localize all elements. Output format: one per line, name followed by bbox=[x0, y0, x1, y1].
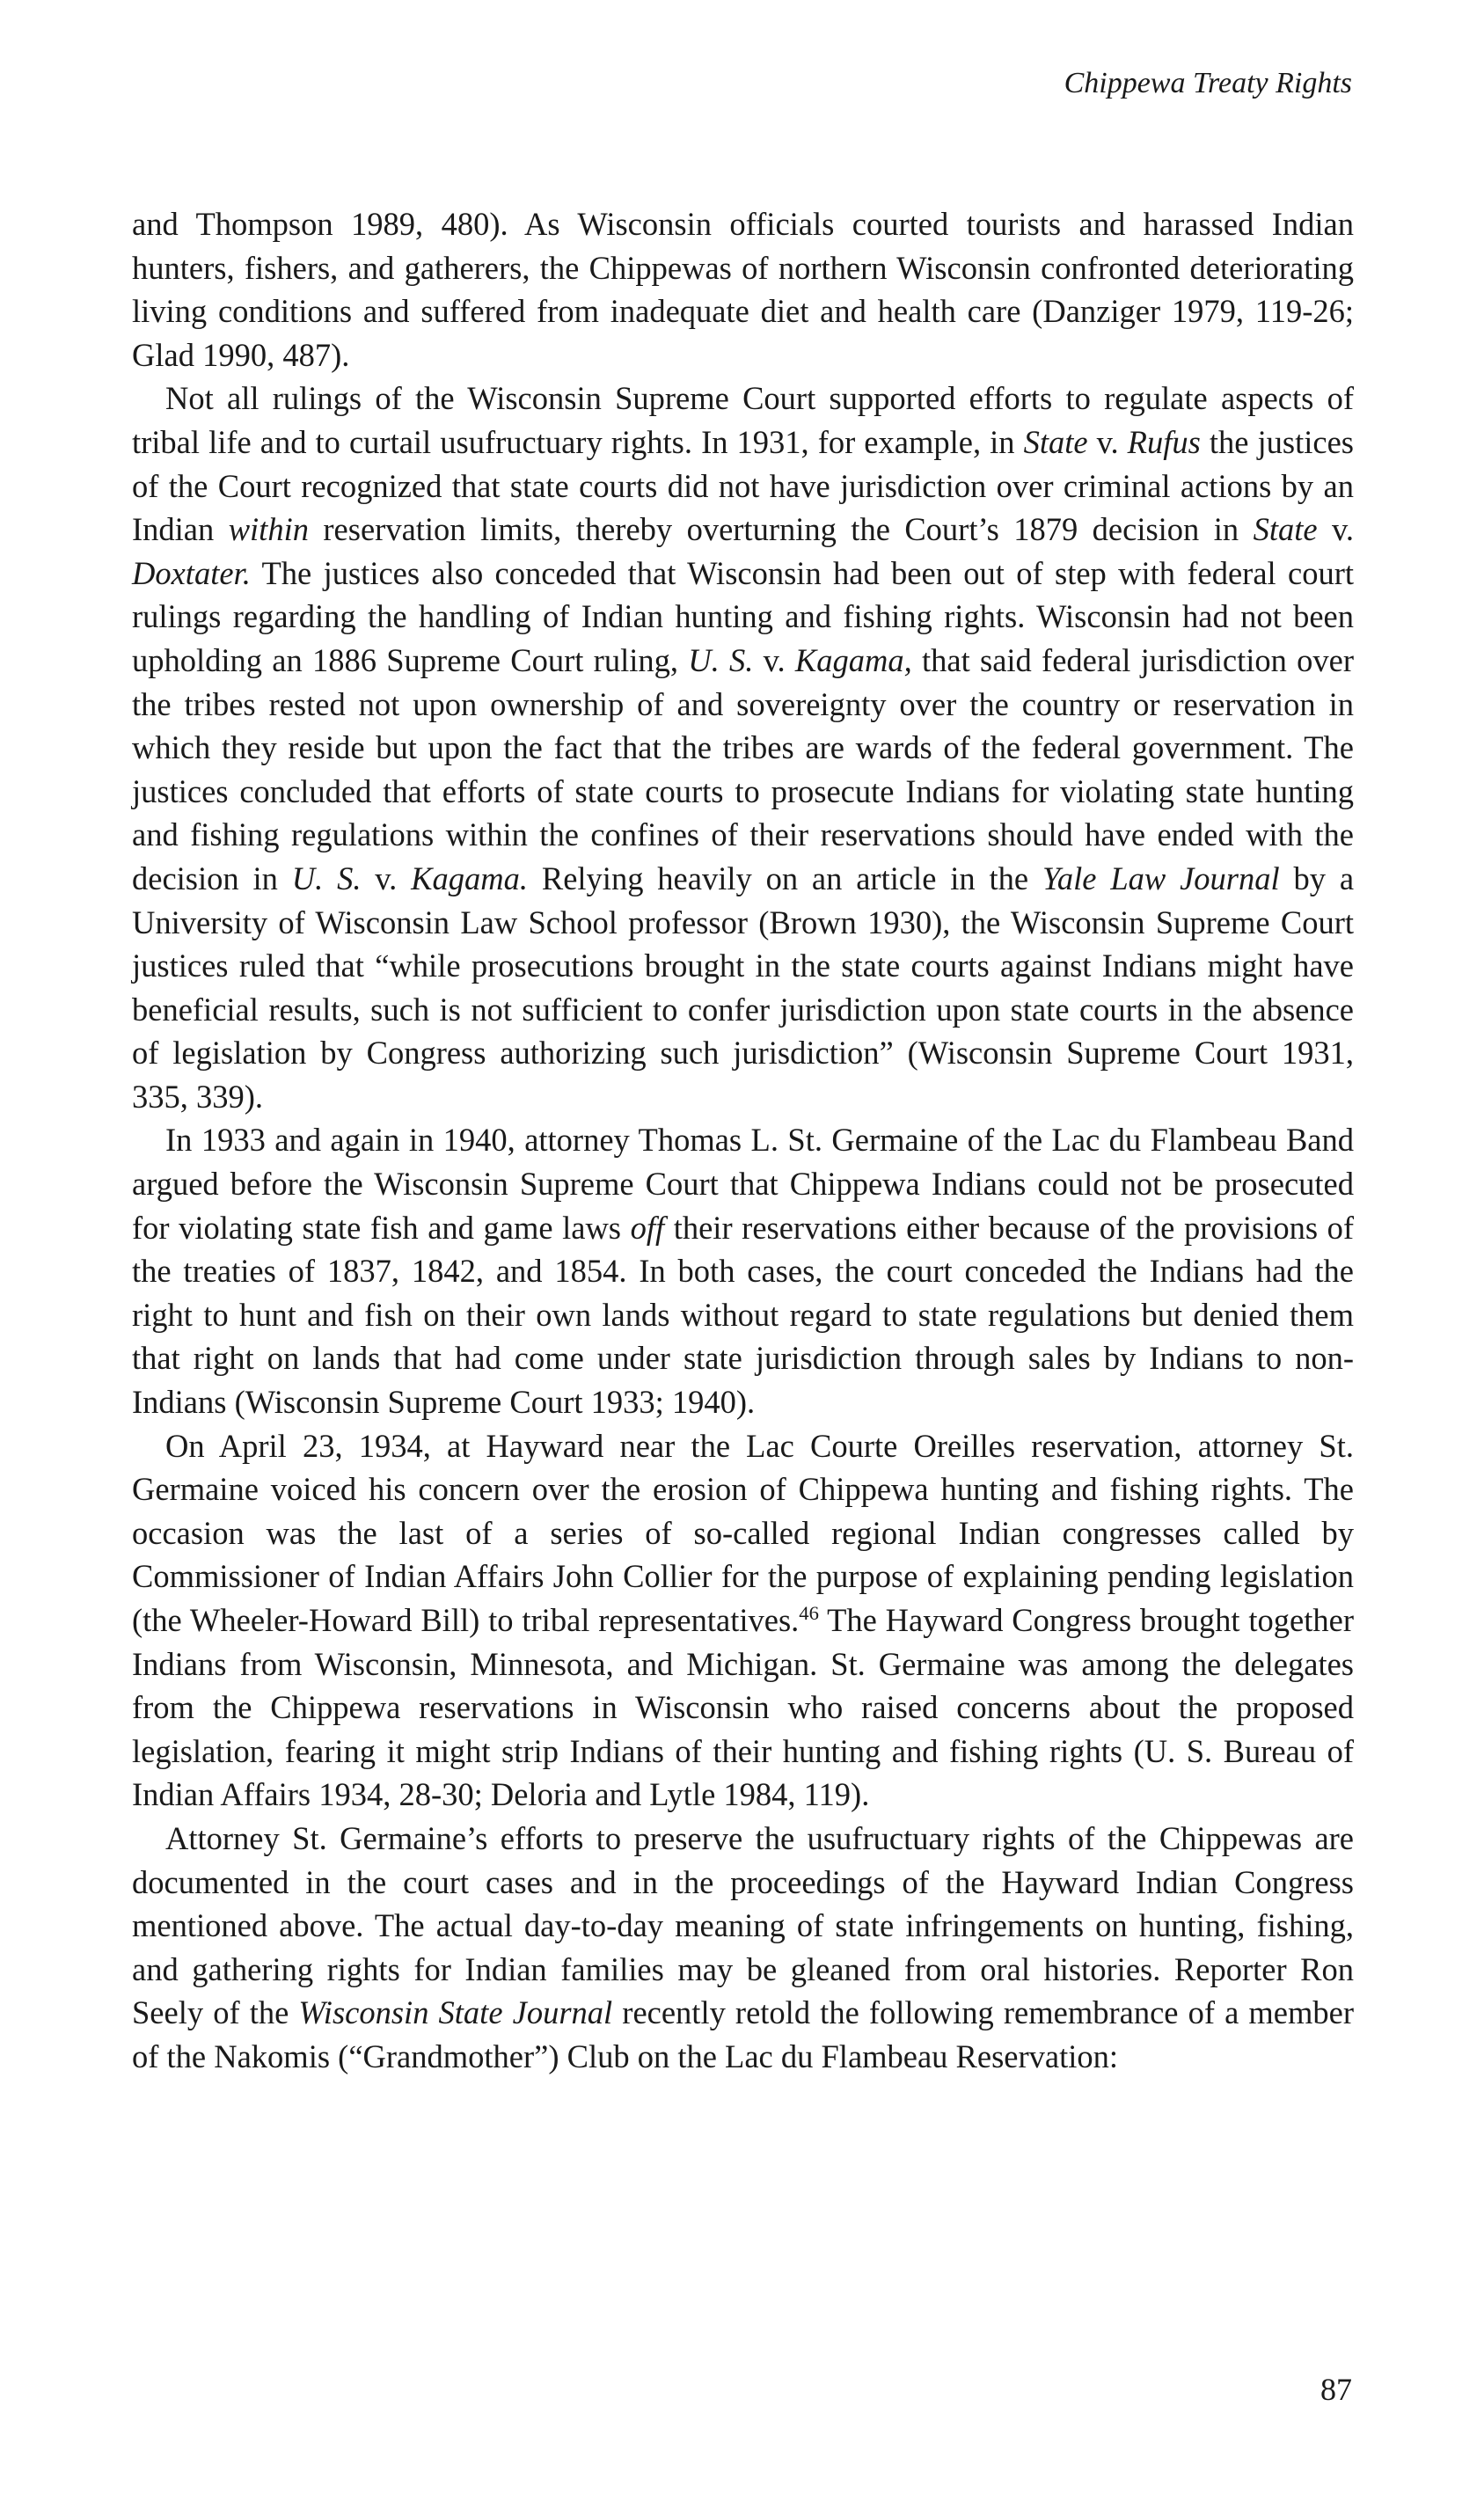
running-head: Chippewa Treaty Rights bbox=[1064, 67, 1352, 99]
paragraph-4 bbox=[132, 1424, 1354, 1817]
text-run: The Hayward Congress brought together Indians from Wisconsin, Minnesota, and Michigan. St. Germaine was among the delegates from the Chippewa reservations in Wisconsin who raised concerns about the proposed legislation, fearing it might strip Indians of their hunting and fishing rights (U. S. Bureau of Indian Affairs 1934, 28-30; Deloria and Lytle 1984, 119). bbox=[132, 1602, 1354, 1813]
case-name: State bbox=[1023, 423, 1088, 460]
page-number: 87 bbox=[1320, 2372, 1352, 2407]
paragraph-1 bbox=[132, 202, 1354, 377]
text-run: v. bbox=[753, 641, 795, 678]
case-name: Kagama. bbox=[411, 860, 529, 896]
paragraph-2 bbox=[132, 377, 1354, 1118]
text-run: that said federal jurisdiction over the tribes rested not upon ownership of and sovereignty over the country or reservation in which they reside but upon the fact that the tribes are wards of the federal government. The justices concluded that efforts of state courts to prosecute Indians for violating state hunting and fishing regulations within the confines of their reservations should have ended with the decision in bbox=[132, 641, 1354, 896]
text-run: Not all rulings of the Wisconsin Supreme Court supported efforts to regulate aspects of tribal life and to curtail usufructuary rights. In 1931, for example, in bbox=[132, 380, 1354, 460]
text-run: reservation limits, thereby overturning the Court’s 1879 decision in bbox=[308, 511, 1254, 548]
case-name: Rufus bbox=[1127, 423, 1201, 460]
case-name: U. S. bbox=[291, 860, 362, 896]
journal-title: Yale Law Journal bbox=[1042, 860, 1280, 896]
text-run: v. bbox=[361, 860, 412, 896]
case-name: State bbox=[1253, 511, 1318, 548]
text-run: their reservations either because of the provisions of the treaties of 1837, 1842, and 1854. In both cases, the court conceded the Indians had the right to hunt and fish on their own lands without regard to state regulations but denied them that right on lands that had come under state jurisdiction through sales by Indians to non-Indians (Wisconsin Supreme Court 1933; 1940). bbox=[132, 1209, 1355, 1421]
text-run: The justices also conceded that Wisconsin had been out of step with federal court rulings regarding the handling of Indian hunting and fishing rights. Wisconsin had not been upholding an 1886 Supreme Court ruling, bbox=[132, 554, 1354, 678]
emphasis: off bbox=[630, 1209, 665, 1246]
case-name: Doxtater. bbox=[132, 554, 251, 591]
case-name: Kagama, bbox=[794, 641, 912, 678]
text-run: Attorney St. Germaine’s efforts to preserve the usufructuary rights of the Chippewas are documented in the court cases and in the proceedings of the Hayward Indian Congress mentioned above. The actual day-to-day meaning of state infringements on hunting, fishing, and gathering rights for Indian families may be gleaned from oral histories. Reporter Ron Seely of the bbox=[132, 1819, 1354, 2031]
newspaper-title: Wisconsin State Journal bbox=[298, 1994, 613, 2031]
text-run: Relying heavily on an article in the bbox=[528, 860, 1042, 896]
text-run: v. bbox=[1087, 423, 1128, 460]
text-run: In 1933 and again in 1940, attorney Thomas L. St. Germaine of the Lac du Flambeau Band argued before the Wisconsin Supreme Court that Chippewa Indians could not be prosecuted for violating state fish and game laws bbox=[132, 1122, 1354, 1246]
case-name: U. S. bbox=[688, 641, 754, 678]
paragraph-3 bbox=[132, 1118, 1354, 1423]
text-run: the justices of the Court recognized that state courts did not have jurisdiction over criminal actions by an Indian bbox=[132, 423, 1354, 548]
text-run: by a University of Wisconsin Law School professor (Brown 1930), the Wisconsin Supreme Court justices ruled that “while prosecutions brought in the state courts against Indians might have beneficial results, such is not sufficient to confer jurisdiction upon state courts in the absence of legislation by Congress authorizing such jurisdiction” (Wisconsin Supreme Court 1931, 335, 339). bbox=[132, 860, 1355, 1115]
text-run: recently retold the following remembrance of a member of the Nakomis (“Grandmother”) Club on the Lac du Flambeau Reservation: bbox=[132, 1994, 1355, 2074]
paragraph-5 bbox=[132, 1817, 1354, 2079]
body-text bbox=[132, 202, 1354, 2079]
text-run: On April 23, 1934, at Hayward near the Lac Courte Oreilles reservation, attorney St. Germaine voiced his concern over the erosion of Chippewa hunting and fishing rights. The occasion was the last of a series of so-called regional Indian congresses called by Commissioner of Indian Affairs John Collier for the purpose of explaining pending legislation (the Wheeler-Howard Bill) to tribal representatives. bbox=[132, 1427, 1354, 1638]
footnote-marker: 46 bbox=[799, 1601, 819, 1624]
text-run: v. bbox=[1317, 511, 1354, 548]
paragraph-1-text: and Thompson 1989, 480). As Wisconsin officials courted tourists and harassed Indian hunters, fishers, and gatherers, the Chippewas of northern Wisconsin confronted deteriorating living conditions and suffered from inadequate diet and health care (Danziger 1979, 119-26; Glad 1990, 487). bbox=[132, 206, 1354, 373]
emphasis: within bbox=[228, 511, 309, 548]
